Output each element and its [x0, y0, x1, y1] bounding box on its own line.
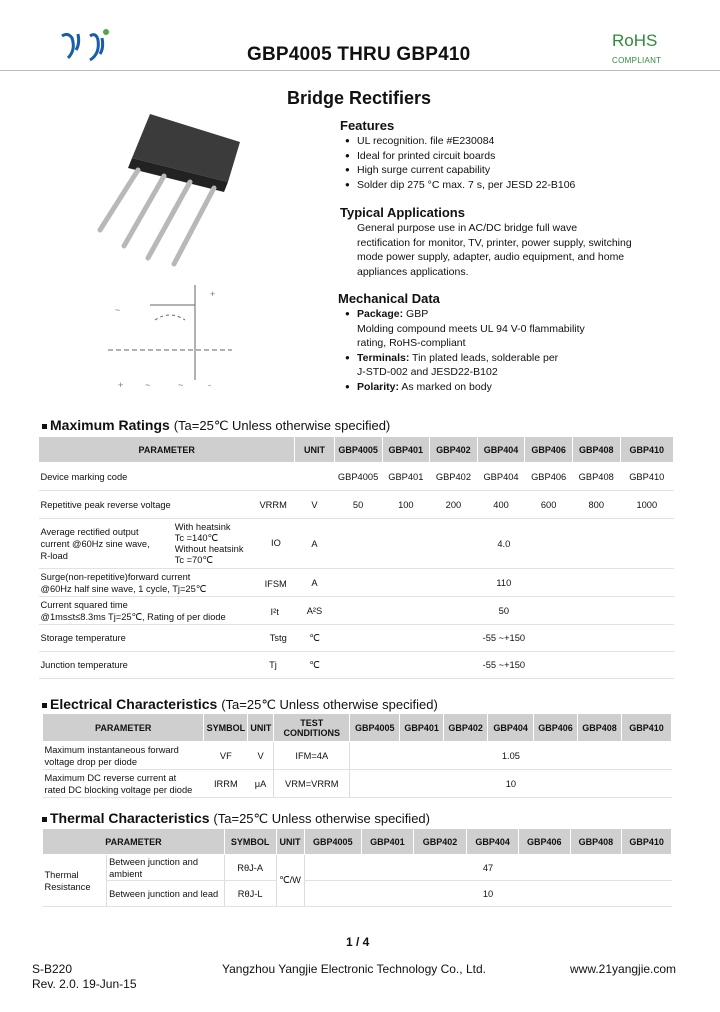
col-header: GBP408	[578, 714, 622, 742]
rohs-label: RoHS	[612, 31, 658, 50]
symbol-cell: RθJ-A	[224, 855, 276, 881]
max-ratings-table	[38, 436, 674, 679]
page-subtitle: Bridge Rectifiers	[287, 88, 432, 108]
col-header: SYMBOL	[204, 714, 248, 742]
col-header: GBP401	[400, 714, 444, 742]
col-header: GBP402	[413, 829, 467, 855]
value-cell: 1.05	[350, 742, 672, 770]
feature-item: ● Ideal for printed circuit boards	[345, 149, 705, 164]
value-cell: 1000	[620, 491, 673, 519]
col-header: GBP404	[477, 437, 525, 463]
test-cell: VRM=VRRM	[274, 770, 350, 798]
terminals-line: J-STD-002 and JESD22-B102	[357, 366, 498, 378]
applications-line: General purpose use in AC/DC bridge full wave	[357, 222, 578, 234]
unit-cell: A	[295, 519, 334, 569]
col-header: GBP406	[518, 829, 570, 855]
col-header: GBP404	[467, 829, 519, 855]
marking-cell: GBP410	[620, 463, 673, 491]
col-header: SYMBOL	[224, 829, 276, 855]
test-cell: IFM=4A	[274, 742, 350, 770]
table-row	[43, 770, 672, 798]
applications-text	[357, 221, 707, 279]
applications-heading: Typical Applications	[340, 205, 465, 220]
symbol-cell: I²t	[270, 607, 279, 617]
package-value: GBP	[403, 308, 429, 320]
polarity-label: Polarity:	[357, 380, 400, 393]
param-cell: Storage temperature	[39, 625, 173, 652]
value-cell: 4.0	[334, 519, 673, 569]
svg-text:-: -	[208, 380, 211, 390]
svg-text:~: ~	[145, 380, 151, 390]
value-cell: -55 ~+150	[334, 652, 673, 679]
value-cell: 800	[572, 491, 620, 519]
thermal-table	[42, 828, 672, 907]
symbol-cell: VF	[204, 742, 248, 770]
param-cell: Average rectified output current @60Hz sine wave, R-load	[39, 519, 173, 569]
col-header: GBP406	[534, 714, 578, 742]
col-header: UNIT	[295, 437, 334, 463]
marking-cell: GBP402	[430, 463, 478, 491]
unit-cell: μA	[248, 770, 274, 798]
col-header: GBP408	[572, 437, 620, 463]
col-header: UNIT	[276, 829, 304, 855]
doc-code: S-B220	[32, 962, 73, 976]
table-row	[39, 625, 674, 652]
value-cell: 100	[382, 491, 430, 519]
table-row	[43, 855, 672, 881]
max-ratings-heading: Maximum Ratings (Ta=25℃ Unless otherwise specified)	[42, 417, 390, 434]
polarity-value: As marked on body	[399, 380, 492, 393]
col-header: GBP402	[430, 437, 478, 463]
param-cell: Between junction and lead	[107, 881, 225, 907]
marking-cell: GBP408	[572, 463, 620, 491]
marking-cell: GBP404	[477, 463, 525, 491]
col-header: GBP401	[382, 437, 430, 463]
col-header: GBP401	[362, 829, 414, 855]
value-cell: 400	[477, 491, 525, 519]
unit-cell: V	[295, 491, 334, 519]
table-row	[39, 519, 674, 569]
col-header: GBP4005	[304, 829, 362, 855]
col-header: GBP4005	[350, 714, 400, 742]
unit-cell: ℃	[295, 652, 334, 679]
table-row	[39, 652, 674, 679]
circuit-diagram	[100, 285, 240, 395]
mechanical-package	[345, 307, 705, 322]
value-cell: -55 ~+150	[334, 625, 673, 652]
value-cell: 50	[334, 597, 673, 625]
package-label: Package:	[357, 308, 404, 320]
param-cell: Repetitive peak reverse voltage	[39, 491, 173, 519]
company-website[interactable]: www.21yangjie.com	[570, 962, 677, 976]
table-row	[39, 569, 674, 597]
features-heading: Features	[340, 118, 395, 133]
param-cell: Maximum instantaneous forward voltage drop per diode	[43, 742, 204, 770]
mechanical-terminals	[345, 351, 705, 366]
unit-cell: A	[295, 569, 334, 597]
unit-cell: ℃	[295, 625, 334, 652]
svg-text:+: +	[118, 380, 124, 390]
col-header: GBP410	[620, 437, 673, 463]
symbol-cell: RθJ-L	[224, 881, 276, 907]
svg-text:~: ~	[178, 380, 184, 390]
table-row	[39, 597, 674, 625]
applications-line: mode power supply, adapter, audio equipment, and home	[357, 251, 625, 263]
molding-line: Molding compound meets UL 94 V-0 flammability	[357, 322, 585, 335]
doc-revision: Rev. 2.0. 19-Jun-15	[32, 977, 137, 991]
condition-cell: With heatsink Tc =140℃ Without heatsink Tc =70℃ IO	[173, 519, 295, 569]
marking-cell: GBP406	[525, 463, 573, 491]
marking-cell: GBP401	[382, 463, 430, 491]
svg-text:~: ~	[115, 305, 121, 315]
col-header: GBP4005	[334, 437, 382, 463]
terminals-value: Tin plated leads, solderable per	[409, 351, 559, 364]
col-header: GBP406	[525, 437, 573, 463]
symbol-cell: IO	[270, 538, 281, 548]
col-header: PARAMETER	[43, 714, 204, 742]
col-header: GBP408	[570, 829, 622, 855]
applications-line: appliances applications.	[357, 265, 469, 278]
terminals-label: Terminals:	[357, 351, 410, 364]
table-row	[43, 742, 672, 770]
group-cell: Thermal Resistance	[43, 855, 107, 907]
param-cell: Device marking code	[39, 463, 335, 491]
value-cell: 47	[304, 855, 671, 881]
mechanical-heading: Mechanical Data	[338, 291, 440, 306]
table-row	[39, 491, 674, 519]
marking-cell: GBP4005	[334, 463, 382, 491]
square-bullet-icon	[42, 703, 47, 708]
applications-line: rectification for monitor, TV, printer, power supply, switching	[357, 236, 632, 249]
symbol-cell: VRRM	[173, 491, 295, 519]
package-image	[90, 112, 240, 272]
col-header: PARAMETER	[43, 829, 225, 855]
rohs-compliant-label: COMPLIANT	[612, 56, 662, 65]
company-name: Yangzhou Yangjie Electronic Technology Co., Ltd.	[222, 962, 486, 976]
symbol-cell: Tstg	[173, 625, 295, 652]
svg-text:+: +	[210, 289, 216, 299]
feature-item: ● Solder dip 275 °C max. 7 s, per JESD 22-B106	[345, 178, 705, 193]
col-header: GBP410	[622, 714, 672, 742]
document-title: GBP4005 THRU GBP410	[247, 44, 471, 65]
unit-cell: A²S	[295, 597, 334, 625]
param-cell: Surge(non-repetitive)forward current @60Hz half sine wave, 1 cycle, Tj=25℃ IFSM	[39, 569, 295, 597]
table-row	[43, 881, 672, 907]
elec-heading: Electrical Characteristics (Ta=25℃ Unless otherwise specified)	[42, 696, 438, 713]
col-header: TEST CONDITIONS	[274, 714, 350, 742]
table-header-row	[43, 829, 672, 855]
feature-item: ● UL recognition. file #E230084	[345, 134, 705, 149]
page-number: 1 / 4	[346, 935, 370, 949]
max-ratings-condition: (Ta=25℃ Unless otherwise specified)	[173, 418, 391, 433]
value-cell: 10	[304, 881, 671, 907]
value-cell: 600	[525, 491, 573, 519]
value-cell: 200	[430, 491, 478, 519]
table-header-row	[39, 437, 674, 463]
header-divider	[0, 70, 720, 71]
col-header: GBP410	[622, 829, 672, 855]
thermal-condition: (Ta=25℃ Unless otherwise specified)	[213, 811, 430, 826]
unit-cell: V	[248, 742, 274, 770]
param-cell: Between junction and ambient	[107, 855, 225, 881]
mechanical-polarity	[345, 380, 705, 395]
col-header: PARAMETER	[39, 437, 295, 463]
table-row	[39, 463, 674, 491]
param-cell: Maximum DC reverse current at rated DC blocking voltage per diode	[43, 770, 204, 798]
square-bullet-icon	[42, 817, 47, 822]
symbol-cell: IFSM	[264, 579, 287, 589]
symbol-cell: Tj	[173, 652, 295, 679]
table-header-row	[43, 714, 672, 742]
col-header: UNIT	[248, 714, 274, 742]
thermal-heading: Thermal Characteristics (Ta=25℃ Unless otherwise specified)	[42, 810, 430, 827]
elec-condition: (Ta=25℃ Unless otherwise specified)	[221, 697, 438, 712]
value-cell: 50	[334, 491, 382, 519]
molding-line: rating, RoHS-compliant	[357, 337, 466, 349]
unit-cell: ℃/W	[276, 855, 304, 907]
yj-logo-icon	[58, 24, 122, 64]
col-header: GBP404	[488, 714, 534, 742]
value-cell: 110	[334, 569, 673, 597]
elec-table	[42, 713, 672, 798]
mechanical-list	[345, 307, 705, 394]
features-list	[345, 134, 705, 192]
feature-item: ● High surge current capability	[345, 163, 705, 178]
value-cell: 10	[350, 770, 672, 798]
square-bullet-icon	[42, 424, 47, 429]
symbol-cell: IRRM	[204, 770, 248, 798]
param-cell: Current squared time @1ms≤t≤8.3ms Tj=25℃, Rating of per diode I²t	[39, 597, 295, 625]
param-cell: Junction temperature	[39, 652, 173, 679]
col-header: GBP402	[444, 714, 488, 742]
